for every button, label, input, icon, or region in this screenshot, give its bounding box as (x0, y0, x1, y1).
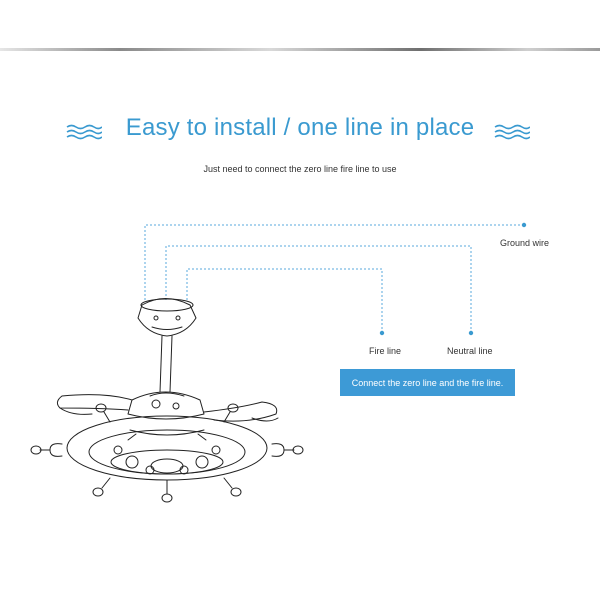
subtitle: Just need to connect the zero line fire line to use (203, 164, 397, 174)
ground-wire-end (522, 223, 526, 227)
neutral-wire (166, 246, 471, 333)
fan-icon (31, 299, 303, 503)
neutral-wire-end (469, 331, 473, 335)
ground-wire (145, 225, 524, 300)
ground-wire-label: Ground wire (500, 238, 550, 248)
instruction-callout: Connect the zero line and the fire line. (340, 369, 515, 396)
neutral-line-label: Neutral line (447, 346, 493, 356)
page-title: Easy to install / one line in place (125, 114, 475, 141)
fire-line-label: Fire line (369, 346, 402, 356)
fire-wire (187, 269, 382, 333)
fire-wire-end (380, 331, 384, 335)
